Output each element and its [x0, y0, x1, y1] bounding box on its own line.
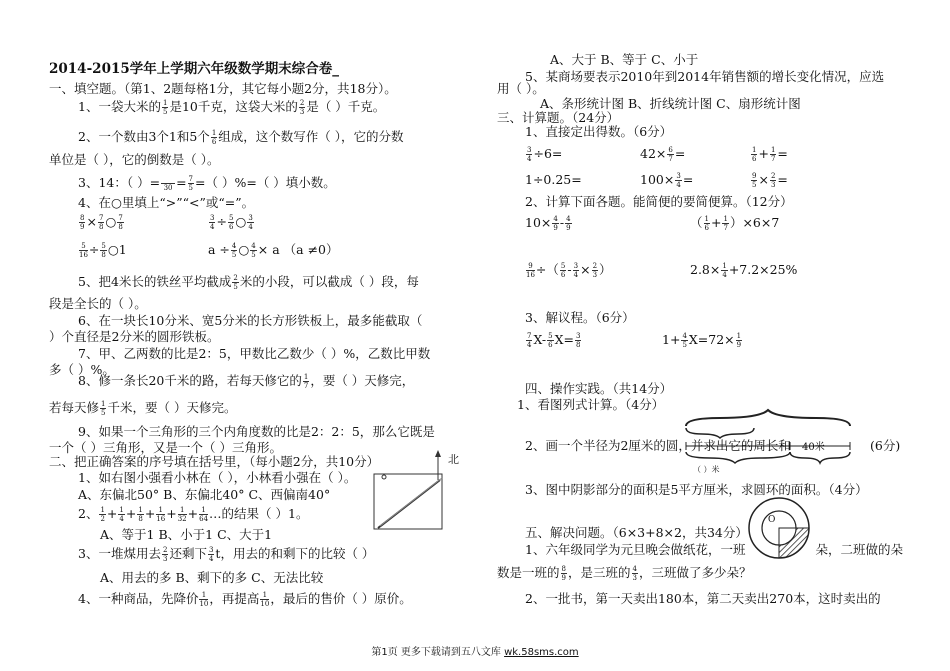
fraction: $\frac{6}{7}$: [668, 146, 673, 163]
p3: 3、图中阴影部分的面积是5平方厘米，求圆环的面积。（4分）: [525, 482, 868, 497]
q5-line2: 段是全长的（ ）。: [49, 296, 147, 311]
fraction: $\frac{1}{2}$: [100, 506, 105, 523]
r3: 3、解议程。（6分）: [525, 310, 635, 325]
q7-line2: 多（ ）%。: [49, 362, 115, 377]
c5-line2: 用（ ）。: [497, 81, 545, 96]
fraction: $\frac{1}{10}$: [260, 591, 270, 608]
r2-b: （ $\frac{1}{6}$ + $\frac{1}{7}$ ）×6×7: [690, 215, 780, 232]
r1-c: $\frac{1}{6}$ + $\frac{1}{7}$ =: [752, 146, 788, 163]
fraction: $\frac{3}{4}$: [210, 214, 215, 231]
section-4-heading: 四、操作实践。（共14分）: [525, 381, 673, 396]
fraction: $\frac{1}{6}$: [211, 129, 217, 146]
q9-line2: 一个（ ）三角形，又是一个（ ）三角形。: [49, 440, 282, 455]
segment-40m-label: 40米: [802, 442, 825, 453]
fraction: $\frac{2}{3}$: [299, 99, 305, 116]
page-title: 2014-2015学年上学期六年级数学期末综合卷_: [49, 61, 339, 77]
e1-line2: 数是一班的 $\frac{8}{9}$ ，是三班的 $\frac{4}{3}$ ，三班做了多少朵？: [497, 565, 752, 582]
fraction: $\frac{3}{4}$: [676, 172, 681, 189]
fraction: $\frac{3}{8}$: [576, 332, 581, 349]
p2: 2、画一个半径为2厘米的圆，并求出它的周长和: [525, 438, 791, 453]
fraction: $\frac{2}{3}$: [592, 262, 598, 279]
q4-row2: $\frac{5}{16}$ ÷ $\frac{5}{8}$ ○1: [79, 242, 127, 259]
fraction: $\frac{5}{6}$: [548, 332, 553, 349]
fraction: $\frac{1}{7}$: [303, 373, 309, 390]
fraction: $\frac{4}{9}$: [553, 215, 558, 232]
fraction: $\frac{8}{9}$: [80, 214, 85, 231]
c2: 2、 $\frac{1}{2}$ + $\frac{1}{4}$ + $\frac{1}{8}$ + $\frac{1}{16}$ + $\frac{1}{32}$ + $\frac{1}{64}$ …的结果（ ）1。: [78, 506, 309, 523]
fraction: $\frac{1}{64}$: [199, 506, 209, 523]
c5-options: A、条形统计图 B、折线统计图 C、扇形统计图: [540, 96, 801, 111]
segment-blank-label: （ ）米: [693, 465, 720, 474]
fraction: $\frac{8}{9}$: [561, 565, 566, 582]
fraction: $\frac{1}{8}$: [138, 506, 143, 523]
fraction: $\frac{7}{8}$: [118, 214, 123, 231]
fraction: $\frac{1}{7}$: [723, 215, 728, 232]
e2: 2、一批书，第一天卖出180本，第二天卖出270本，这时卖出的: [525, 591, 881, 606]
fraction: $\frac{3}{4}$: [248, 214, 253, 231]
c5-line1: 5、某商场要表示2010年到2014年销售额的增长变化情况，应选: [525, 69, 885, 84]
c3: 3、一堆煤用去 $\frac{2}{3}$ 还剩下 $\frac{3}{4}$ t，用去的和剩下的比较（ ）: [78, 546, 375, 563]
r1-a: $\frac{3}{4}$ ÷6=: [527, 146, 563, 163]
c3-options: A、用去的多 B、剩下的多 C、无法比较: [100, 570, 324, 585]
q4-row1b: $\frac{3}{4}$ ÷ $\frac{5}{6}$ ○ $\frac{3}{4}$: [210, 214, 253, 231]
fraction: $\frac{9}{5}$: [752, 172, 757, 189]
fraction: $\frac{3}{4}$: [208, 546, 214, 563]
direction-figure: [370, 448, 460, 536]
r2: 2、计算下面各题。能简便的要简便算。（12分）: [525, 194, 793, 209]
fraction: $\frac{2}{5}$: [233, 274, 238, 291]
c4-options: A、大于 B、等于 C、小于: [550, 52, 699, 67]
fraction: 30: [161, 175, 175, 192]
q2-line1: 2、一个数由3个1和5个 $\frac{1}{6}$ 组成，这个数写作（ ），它的分数: [78, 129, 404, 146]
fraction: $\frac{3}{4}$: [527, 146, 532, 163]
q3: 3、14：（ ）= 30 = $\frac{7}{5}$ =（ ）%=（ ）填小数。: [78, 175, 336, 192]
fraction: $\frac{7}{4}$: [527, 332, 532, 349]
q6-line1: 6、在一块长10分米、宽5分米的长方形铁板上，最多能截取（: [78, 313, 423, 328]
r3-a: $\frac{7}{4}$ X- $\frac{5}{6}$ X= $\frac{3}{8}$: [527, 332, 581, 349]
fraction: $\frac{5}{8}$: [101, 242, 106, 259]
p1: 1、看图列式计算。（4分）: [517, 397, 665, 412]
q6-line2: ）个直径是2分米的圆形铁板。: [49, 329, 220, 344]
r3-b: 1+ $\frac{4}{5}$ X=72× $\frac{1}{9}$: [662, 332, 742, 349]
r1-f: $\frac{9}{5}$ × $\frac{2}{3}$ =: [752, 172, 788, 189]
r2-a: 10× $\frac{4}{9}$ - $\frac{4}{9}$: [525, 215, 571, 232]
fraction: $\frac{1}{4}$: [722, 262, 727, 279]
q7-line1: 7、甲、乙两数的比是2：5，甲数比乙数少（ ）%，乙数比甲数: [78, 346, 431, 361]
e1-line1: 1、六年级同学为元旦晚会做纸花，一班 朵，二班做的朵: [525, 542, 903, 557]
fraction: $\frac{4}{9}$: [566, 215, 571, 232]
fraction: $\frac{3}{4}$: [573, 262, 579, 279]
c1-options: A、东偏北50° B、东偏北40° C、西偏南40°: [78, 487, 331, 502]
section-1-heading: 一、填空题。（第1、2题每格1分，其它每小题2分，共18分）。: [49, 81, 397, 96]
fraction: $\frac{1}{10}$: [199, 591, 209, 608]
fraction: $\frac{4}{5}$: [251, 242, 256, 259]
fraction: $\frac{5}{6}$: [560, 262, 566, 279]
fraction: $\frac{7}{8}$: [98, 214, 104, 231]
r1-b: 42× $\frac{6}{7}$ =: [640, 146, 686, 163]
north-label: 北: [448, 453, 459, 466]
q8-line2: 若每天修 $\frac{1}{5}$ 千米，要（ ）天修完。: [49, 400, 237, 417]
fraction: $\frac{1}{7}$: [770, 146, 776, 163]
fraction: $\frac{1}{5}$: [101, 400, 106, 417]
c2-options: A、等于1 B、小于1 C、大于1: [100, 527, 273, 542]
fraction: $\frac{1}{6}$: [704, 215, 709, 232]
r1: 1、直接定出得数。（6分）: [525, 124, 673, 139]
fraction: $\frac{4}{5}$: [682, 332, 687, 349]
c1: 1、如右图小强看小林在（ ），小林看小强在（ ）。: [78, 470, 357, 485]
fraction: $\frac{1}{32}$: [177, 506, 187, 523]
fraction: $\frac{5}{16}$: [79, 242, 88, 259]
fraction: $\frac{2}{3}$: [162, 546, 168, 563]
r2-c: $\frac{9}{16}$ ÷（ $\frac{5}{6}$ - $\frac{3}{4}$ × $\frac{2}{3}$ ）: [526, 262, 612, 279]
r1-d: 1÷0.25=: [525, 172, 582, 187]
r2-d: 2.8× $\frac{1}{4}$ +7.2×25%: [690, 262, 798, 279]
footer-link[interactable]: wk.58sms.com: [504, 647, 579, 658]
section-2-heading: 二、把正确答案的序号填在括号里，（每小题2分，共10分）: [49, 454, 380, 469]
fraction: $\frac{1}{5}$: [162, 99, 168, 116]
fraction: $\frac{1}{9}$: [736, 332, 742, 349]
c4: 4、一种商品，先降价 $\frac{1}{10}$ ，再提高 $\frac{1}{10}$ ，最后的售价（ ）原价。: [78, 591, 412, 608]
fraction: $\frac{2}{3}$: [770, 172, 776, 189]
q9-line1: 9、如果一个三角形的三个内角度数的比是2：2：5，那么它既是: [78, 424, 435, 439]
q5-line1: 5、把4米长的铁丝平均截成 $\frac{2}{5}$ 米的小段，可以截成（ ）段，每: [78, 274, 419, 291]
q4: 4、在○里填上“>”“<”或“=”。: [78, 195, 255, 210]
fraction: $\frac{1}{16}$: [156, 506, 166, 523]
q4-row1: $\frac{8}{9}$ × $\frac{7}{8}$ ○ $\frac{7}{8}$: [80, 214, 123, 231]
fraction: $\frac{7}{5}$: [188, 175, 194, 192]
section-5-heading: 五、解决问题。（6×3+8×2，共34分）: [525, 525, 748, 540]
q2-line2: 单位是（ ），它的倒数是（ ）。: [49, 152, 220, 167]
p2-points: (6分): [870, 438, 901, 453]
fraction: $\frac{5}{6}$: [228, 214, 234, 231]
fraction: $\frac{4}{3}$: [632, 565, 637, 582]
q8-line1: 8、修一条长20千米的路，若每天修它的 $\frac{1}{7}$ ，要（ ）天修完，: [78, 373, 415, 390]
fraction: $\frac{1}{6}$: [752, 146, 757, 163]
q4-row2b: a ÷ $\frac{4}{5}$ ○ $\frac{4}{5}$ × a （a ≠0）: [208, 242, 339, 259]
fraction: $\frac{4}{5}$: [231, 242, 237, 259]
r1-e: 100× $\frac{3}{4}$ =: [640, 172, 694, 189]
q1: 1、一袋大米的 $\frac{1}{5}$ 是10千克，这袋大米的 $\frac{2}{3}$ 是（ ）千克。: [78, 99, 386, 116]
page-footer: 第1页 更多下载请到五八文库 wk.58sms.com: [371, 647, 579, 658]
fraction: $\frac{1}{4}$: [119, 506, 124, 523]
fraction: $\frac{9}{16}$: [526, 262, 535, 279]
circle-center-label: O: [768, 515, 776, 525]
section-3-heading: 三、计算题。（24分）: [497, 110, 620, 125]
